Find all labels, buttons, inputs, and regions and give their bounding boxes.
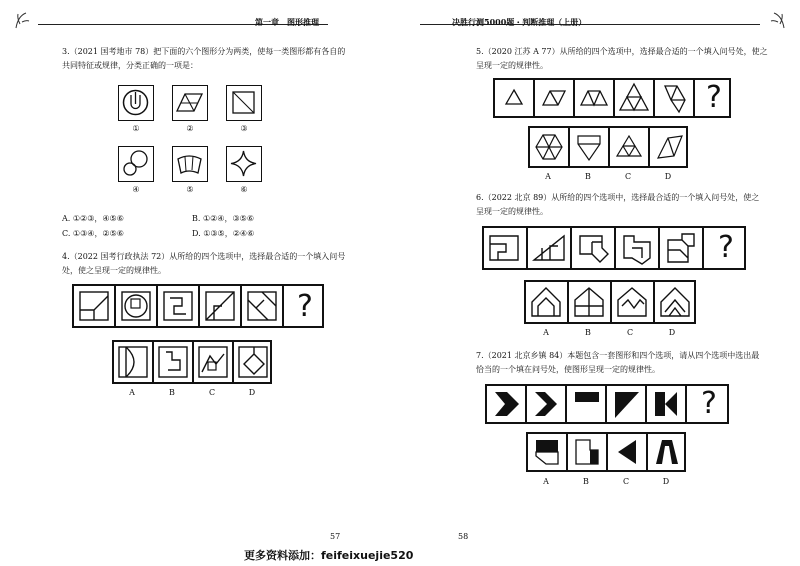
q6-sequence-strip bbox=[482, 226, 746, 270]
q6-label-d: D bbox=[668, 328, 676, 337]
q3-label-5: ⑤ bbox=[186, 185, 194, 194]
q5-option-a-figure[interactable] bbox=[530, 128, 570, 166]
header-right-title: 决胜行测5000题・判断推理（上册） bbox=[452, 17, 587, 27]
q7-figure-1 bbox=[487, 386, 527, 422]
q7-question-mark: ? bbox=[701, 386, 717, 421]
q5-figure-3 bbox=[575, 80, 615, 116]
q4-stem-line2: 处，使之呈现一定的规律性。 bbox=[62, 266, 166, 275]
q7-sequence-strip bbox=[485, 384, 729, 424]
q7-option-a-figure[interactable] bbox=[528, 434, 568, 470]
q7-figure-4 bbox=[607, 386, 647, 422]
q4-option-d-figure[interactable] bbox=[234, 342, 274, 382]
q6-option-b-figure[interactable] bbox=[569, 282, 612, 322]
corner-ornament-right bbox=[762, 10, 786, 30]
q4-figure-2 bbox=[116, 286, 158, 326]
q5-label-b: B bbox=[585, 172, 591, 181]
q4-question-mark: ? bbox=[297, 289, 313, 324]
q5-option-d-figure[interactable] bbox=[650, 128, 690, 166]
q7-label-d: D bbox=[662, 477, 670, 486]
q3-label-4: ④ bbox=[132, 185, 140, 194]
q6-figure-4 bbox=[616, 228, 660, 268]
page-number-right: 58 bbox=[458, 532, 469, 541]
q6-option-a-figure[interactable] bbox=[526, 282, 569, 322]
q3-figure-2 bbox=[172, 85, 208, 121]
q6-figure-5 bbox=[660, 228, 704, 268]
q6-label-b: B bbox=[585, 328, 591, 337]
q3-label-6: ⑥ bbox=[240, 185, 248, 194]
q4-label-a: A bbox=[129, 388, 135, 397]
q3-figure-5 bbox=[172, 146, 208, 182]
q3-label-3: ③ bbox=[240, 124, 248, 133]
q3-option-b[interactable]: B. ①②④，③⑤⑥ bbox=[192, 214, 254, 223]
q4-option-c-figure[interactable] bbox=[194, 342, 234, 382]
q4-options-strip bbox=[112, 340, 272, 384]
q4-figure-1 bbox=[74, 286, 116, 326]
q3-option-a[interactable]: A. ①②③，④⑤⑥ bbox=[62, 214, 124, 223]
q3-stem-line2: 共同特征或规律，分类正确的一项是： bbox=[62, 61, 198, 70]
q4-figure-4 bbox=[200, 286, 242, 326]
q7-stem-line1: 7.（2021 北京乡镇 84）本题包含一套图形和四个选项，请从四个选项中选出最 bbox=[476, 351, 760, 360]
q3-figure-1 bbox=[118, 85, 154, 121]
q5-figure-4 bbox=[615, 80, 655, 116]
q3-figure-4 bbox=[118, 146, 154, 182]
q4-label-d: D bbox=[248, 388, 256, 397]
q5-figure-2 bbox=[535, 80, 575, 116]
q7-option-d-figure[interactable] bbox=[648, 434, 688, 470]
q3-figure-6 bbox=[226, 146, 262, 182]
q5-options-strip bbox=[528, 126, 688, 168]
q6-figure-3 bbox=[572, 228, 616, 268]
q4-sequence-strip bbox=[72, 284, 324, 328]
q5-question-mark: ? bbox=[706, 80, 722, 115]
q5-option-b-figure[interactable] bbox=[570, 128, 610, 166]
q6-figure-2 bbox=[528, 228, 572, 268]
q7-option-c-figure[interactable] bbox=[608, 434, 648, 470]
q5-figure-5 bbox=[655, 80, 695, 116]
q6-label-a: A bbox=[543, 328, 549, 337]
corner-ornament-left bbox=[14, 10, 38, 30]
q3-stem-line1: 3.（2021 国考地市 78）把下面的六个图形分为两类，使每一类图形都有各自的 bbox=[62, 47, 346, 56]
q7-option-b-figure[interactable] bbox=[568, 434, 608, 470]
q6-options-strip bbox=[524, 280, 696, 324]
page-number-left: 57 bbox=[330, 532, 341, 541]
q3-figure-3 bbox=[226, 85, 262, 121]
q5-label-c: C bbox=[624, 172, 632, 181]
q7-label-a: A bbox=[543, 477, 549, 486]
q3-option-c[interactable]: C. ①③④，②⑤⑥ bbox=[62, 229, 124, 238]
q7-label-c: C bbox=[622, 477, 630, 486]
q6-label-c: C bbox=[626, 328, 634, 337]
q4-option-a-figure[interactable] bbox=[114, 342, 154, 382]
q7-label-b: B bbox=[583, 477, 589, 486]
header-left-title: 第一章 图形推理 bbox=[255, 17, 319, 27]
q4-label-b: B bbox=[169, 388, 175, 397]
q5-figure-1 bbox=[495, 80, 535, 116]
q4-label-c: C bbox=[208, 388, 216, 397]
q7-options-strip bbox=[526, 432, 686, 472]
q3-label-1: ① bbox=[132, 124, 140, 133]
q6-option-c-figure[interactable] bbox=[612, 282, 655, 322]
promo-text: 更多资料添加：feifeixuejie520 bbox=[244, 549, 414, 562]
q6-stem-line2: 呈现一定的规律性。 bbox=[476, 207, 548, 216]
q5-stem-line1: 5.（2020 江苏 A 77）从所给的四个选项中，选择最合适的一个填入问号处，使之 bbox=[476, 47, 768, 56]
q3-label-2: ② bbox=[186, 124, 194, 133]
q7-figure-2 bbox=[527, 386, 567, 422]
q6-option-d-figure[interactable] bbox=[655, 282, 698, 322]
q6-question-mark: ? bbox=[718, 230, 734, 265]
q6-stem-line1: 6.（2022 北京 89）从所给的四个选项中，选择最合适的一个填入问号处，使之 bbox=[476, 193, 760, 202]
q4-figure-3 bbox=[158, 286, 200, 326]
q3-option-d[interactable]: D. ①③⑤，②④⑥ bbox=[192, 229, 255, 238]
q5-label-a: A bbox=[545, 172, 551, 181]
q7-figure-3 bbox=[567, 386, 607, 422]
q5-stem-line2: 呈现一定的规律性。 bbox=[476, 61, 548, 70]
q4-figure-5 bbox=[242, 286, 284, 326]
q7-figure-5 bbox=[647, 386, 687, 422]
q4-stem-line1: 4.（2022 国考行政执法 72）从所给的四个选项中，选择最合适的一个填入问号 bbox=[62, 252, 346, 261]
q5-label-d: D bbox=[664, 172, 672, 181]
q4-option-b-figure[interactable] bbox=[154, 342, 194, 382]
q5-option-c-figure[interactable] bbox=[610, 128, 650, 166]
q7-stem-line2: 恰当的一个填在问号处，使图形呈现一定的规律性。 bbox=[476, 365, 660, 374]
q6-figure-1 bbox=[484, 228, 528, 268]
q5-sequence-strip bbox=[493, 78, 731, 118]
